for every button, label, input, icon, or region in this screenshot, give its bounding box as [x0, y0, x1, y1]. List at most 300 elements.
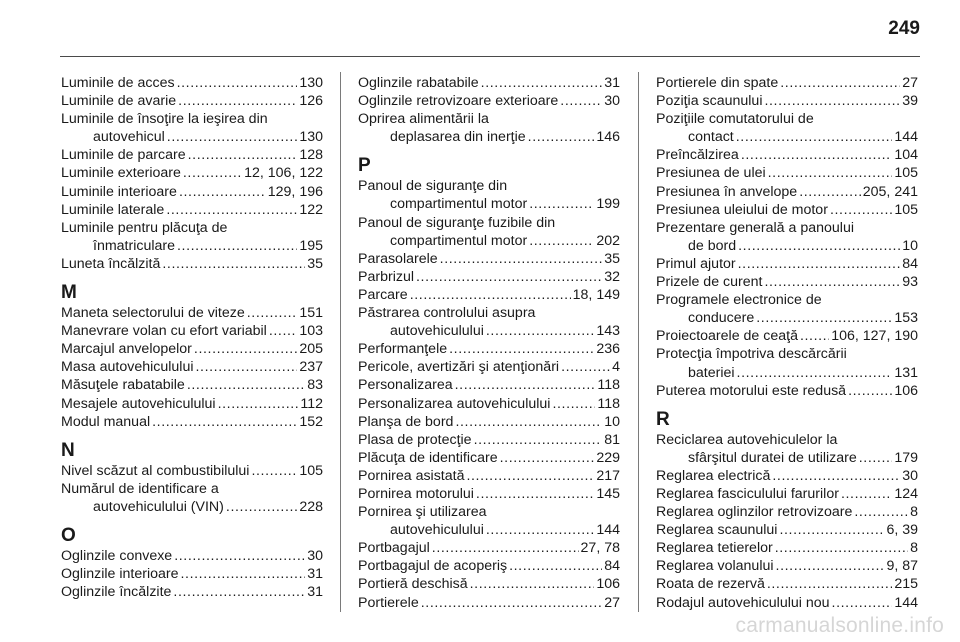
page-reference: 122: [299, 201, 323, 218]
page-reference: 153: [894, 310, 918, 327]
index-term: Reglarea volanului: [656, 558, 774, 575]
index-term: Luminile pentru plăcuţa de: [61, 219, 228, 236]
page-reference: 32: [604, 268, 620, 285]
page-reference: 152: [299, 413, 323, 430]
dot-leader: [560, 92, 602, 110]
index-entry: [358, 557, 620, 575]
letter-heading: M: [61, 282, 77, 304]
index-term: Poziţia scaunului: [656, 93, 763, 110]
index-entry-line: [656, 503, 918, 521]
page-reference: 12, 106, 122: [244, 165, 323, 182]
page-reference: 84: [604, 558, 620, 575]
page-reference: 10: [902, 237, 918, 254]
dot-leader: [177, 237, 297, 255]
index-entry: [358, 395, 620, 413]
index-entry-line: [61, 583, 323, 601]
index-term: Plasa de protecţie: [358, 431, 472, 448]
index-entry: [656, 201, 918, 219]
index-entry-line: [358, 214, 620, 232]
index-term: Mesajele autovehiculului: [61, 395, 216, 412]
index-entry-line: [61, 110, 323, 128]
page-number: 249: [888, 18, 920, 39]
index-term-continuation: autovehiculului: [390, 522, 484, 539]
index-entry-line: [61, 395, 323, 413]
index-entry-line: [656, 164, 918, 182]
index-entry: [61, 583, 323, 601]
index-entry-line: [358, 431, 620, 449]
page-reference: 215: [894, 576, 918, 593]
page-reference: 130: [299, 129, 323, 146]
index-entry: [358, 268, 620, 286]
index-entry-line: [61, 565, 323, 583]
dot-leader: [832, 594, 893, 612]
index-entry-line: [358, 503, 620, 521]
index-entry-line: [656, 449, 918, 467]
dot-leader: [841, 485, 892, 503]
index-entry-line: [61, 164, 323, 182]
index-entry-line: [61, 462, 323, 480]
page-reference: 8: [910, 540, 918, 557]
index-entry-line: [656, 431, 918, 449]
page-reference: 129, 196: [267, 183, 323, 200]
index-term-continuation: compartimentul motor: [390, 196, 528, 213]
index-term: Poziţiile comutatorului de: [656, 111, 814, 128]
dot-leader: [529, 195, 594, 213]
index-entry-line: [358, 395, 620, 413]
index-term-continuation: conducere: [688, 310, 755, 327]
index-entry-line: [358, 557, 620, 575]
page-reference: 199: [596, 196, 620, 213]
index-entry-line: [61, 322, 323, 340]
index-term: Pornirea şi utilizarea: [358, 504, 487, 521]
index-entry: [358, 376, 620, 394]
index-entry-line: [656, 273, 918, 291]
index-entry: [656, 345, 918, 381]
index-entry-line: [358, 449, 620, 467]
dot-leader: [183, 164, 242, 182]
index-term: Manevrare volan cu efort variabil: [61, 323, 267, 340]
index-term: Proiectoarele de ceaţă: [656, 328, 798, 345]
index-term: Panoul de siguranţe fuzibile din: [358, 214, 556, 231]
index-entry: [656, 521, 918, 539]
page-reference: 128: [299, 147, 323, 164]
index-entry-line: [61, 304, 323, 322]
index-entry: [61, 304, 323, 322]
index-term: Parasolarele: [358, 250, 438, 267]
dot-leader: [410, 286, 571, 304]
page-reference: 229: [596, 449, 620, 466]
index-entry: [358, 539, 620, 557]
column-divider: [638, 72, 639, 612]
page-reference: 27: [902, 75, 918, 91]
dot-leader: [173, 583, 305, 601]
page-reference: 10: [604, 413, 620, 430]
page-reference: 6, 39: [886, 522, 918, 539]
index-entry-line: [656, 327, 918, 345]
index-term: Reglarea scaunului: [656, 522, 778, 539]
dot-leader: [800, 327, 829, 345]
index-entry-line: [358, 110, 620, 128]
dot-leader: [764, 92, 900, 110]
index-entry-line: [358, 250, 620, 268]
index-entry: [656, 382, 918, 400]
index-entry: [656, 503, 918, 521]
index-entry: [656, 92, 918, 110]
index-term: Parbrizul: [358, 268, 414, 285]
dot-leader: [449, 340, 594, 358]
index-entry: [61, 92, 323, 110]
index-entry-line: [656, 521, 918, 539]
page-reference: 144: [894, 129, 918, 146]
page-reference: 105: [894, 201, 918, 218]
page-reference: 103: [299, 323, 323, 340]
dot-leader: [779, 521, 884, 539]
index-entry-line: [358, 485, 620, 503]
page-reference: 179: [894, 449, 918, 466]
index-term: Oglinzile interioare: [61, 566, 179, 583]
dot-leader: [218, 395, 299, 413]
index-entry-line: [358, 594, 620, 612]
dot-leader: [854, 503, 908, 521]
index-term: Presiunea uleiului de motor: [656, 201, 828, 218]
page-reference: 237: [299, 359, 323, 376]
index-column-2: [358, 74, 620, 612]
dot-leader: [738, 255, 901, 273]
dot-leader: [741, 146, 893, 164]
index-term: Portbagajul: [358, 540, 430, 557]
index-entry-line: [61, 376, 323, 394]
dot-leader: [455, 413, 602, 431]
index-entry-line: [358, 74, 620, 92]
dot-leader: [737, 364, 893, 382]
index-entry: [358, 250, 620, 268]
index-entry: [61, 413, 323, 431]
page-reference: 195: [299, 237, 323, 254]
index-entry-line: [61, 237, 323, 255]
index-entry-line: [61, 480, 323, 498]
dot-leader: [509, 557, 602, 575]
page-reference: 205, 241: [862, 183, 918, 200]
index-entry: [61, 322, 323, 340]
index-entry: [61, 255, 323, 273]
index-entry: [61, 547, 323, 565]
index-entry-line: [358, 322, 620, 340]
index-entry: [358, 286, 620, 304]
dot-leader: [486, 521, 594, 539]
index-term: Roata de rezervă: [656, 576, 765, 593]
index-entry-line: [656, 364, 918, 382]
index-entry-line: [656, 74, 918, 92]
index-term: Luminile exterioare: [61, 165, 181, 182]
dot-leader: [470, 575, 595, 593]
index-term-continuation: bateriei: [688, 364, 735, 381]
index-term-continuation: de bord: [688, 237, 737, 254]
index-entry: [358, 304, 620, 340]
index-entry: [656, 183, 918, 201]
page-reference: 27: [604, 594, 620, 611]
dot-leader: [775, 539, 908, 557]
page-reference: 30: [307, 547, 323, 564]
index-term: Pornirea motorului: [358, 485, 474, 502]
index-entry: [358, 74, 620, 92]
index-entry-line: [358, 358, 620, 376]
dot-leader: [756, 309, 892, 327]
index-entry: [61, 110, 323, 146]
index-term: Păstrarea controlului asupra: [358, 305, 536, 322]
dot-leader: [251, 462, 297, 480]
page-reference: 131: [894, 364, 918, 381]
index-entry: [656, 327, 918, 345]
index-entry-line: [656, 110, 918, 128]
dot-leader: [552, 395, 595, 413]
index-term-continuation: autovehicul: [93, 129, 165, 146]
index-term: Reglarea electrică: [656, 467, 771, 484]
index-entry: [656, 74, 918, 92]
page-reference: 228: [299, 498, 323, 515]
dot-leader: [152, 413, 297, 431]
page-reference: 8: [910, 504, 918, 521]
index-entry-line: [61, 547, 323, 565]
index-column-3: [656, 74, 918, 612]
index-term: Oprirea alimentării la: [358, 111, 489, 128]
dot-leader: [830, 201, 892, 219]
index-term: Panoul de siguranţe din: [358, 178, 508, 195]
index-entry-line: [358, 304, 620, 322]
index-entry: [61, 340, 323, 358]
page-reference: 112: [300, 395, 323, 412]
page-reference: 30: [604, 93, 620, 110]
index-entry: [656, 557, 918, 575]
index-entry-line: [61, 255, 323, 273]
index-entry: [656, 594, 918, 612]
page-reference: 126: [299, 93, 323, 110]
index-column-1: [61, 74, 323, 601]
letter-heading: N: [61, 439, 75, 461]
index-term: Luminile de însoţire la ieşirea din: [61, 111, 268, 128]
index-entry-line: [656, 557, 918, 575]
index-term: Reglarea tetierelor: [656, 540, 773, 557]
page-reference: 31: [307, 566, 323, 583]
index-entry-line: [358, 575, 620, 593]
index-entry-line: [656, 219, 918, 237]
index-term: Modul manual: [61, 413, 151, 430]
index-entry-line: [656, 485, 918, 503]
dot-leader: [188, 146, 298, 164]
page-reference: 106: [596, 576, 620, 593]
index-term: Personalizarea autovehiculului: [358, 395, 551, 412]
index-term-continuation: sfârşitul duratei de utilizare: [688, 449, 857, 466]
watermark: carmanualsonline.info: [735, 614, 944, 637]
index-term: Marcajul anvelopelor: [61, 341, 192, 358]
dot-leader: [736, 128, 893, 146]
page-reference: 104: [894, 147, 918, 164]
index-entry-line: [358, 195, 620, 213]
dot-leader: [466, 467, 594, 485]
index-term: Luneta încălzită: [61, 255, 161, 272]
page-reference: 18, 149: [572, 286, 620, 303]
index-term: Presiunea în anvelope: [656, 183, 798, 200]
page-reference: 145: [596, 485, 620, 502]
dot-leader: [187, 376, 305, 394]
index-term: Presiunea de ulei: [656, 165, 766, 182]
index-entry-line: [358, 177, 620, 195]
dot-leader: [416, 268, 602, 286]
index-entry: [358, 177, 620, 213]
column-divider: [340, 72, 341, 612]
dot-leader: [226, 498, 297, 516]
page-reference: 35: [604, 250, 620, 267]
index-entry: [61, 74, 323, 92]
index-term: Luminile interioare: [61, 183, 177, 200]
dot-leader: [474, 431, 603, 449]
dot-leader: [181, 565, 306, 583]
index-entry: [656, 273, 918, 291]
index-entry-line: [358, 92, 620, 110]
index-term: Puterea motorului este redusă: [656, 382, 847, 399]
index-term: Luminile laterale: [61, 201, 165, 218]
index-term: Reglarea fasciculului farurilor: [656, 485, 839, 502]
index-term: Plăcuţa de identificare: [358, 449, 498, 466]
index-term-continuation: contact: [688, 129, 734, 146]
index-term: Performanţele: [358, 341, 448, 358]
index-entry-line: [61, 201, 323, 219]
index-term: Luminile de avarie: [61, 93, 177, 110]
index-entry: [656, 291, 918, 327]
dot-leader: [196, 358, 298, 376]
index-entry: [358, 110, 620, 146]
index-entry: [61, 462, 323, 480]
index-entry: [61, 376, 323, 394]
dot-leader: [772, 467, 900, 485]
page-reference: 118: [597, 395, 620, 412]
dot-leader: [500, 449, 595, 467]
index-entry-line: [656, 467, 918, 485]
index-entry: [656, 485, 918, 503]
index-entry: [358, 358, 620, 376]
dot-leader: [440, 250, 603, 268]
dot-leader: [859, 449, 893, 467]
index-entry: [358, 449, 620, 467]
index-term: Preîncălzirea: [656, 147, 739, 164]
page-reference: 151: [299, 305, 323, 322]
index-entry: [656, 110, 918, 146]
index-term-continuation: compartimentul motor: [390, 232, 528, 249]
dot-leader: [432, 539, 579, 557]
index-entry-line: [656, 309, 918, 327]
page-reference: 105: [299, 462, 323, 479]
letter-heading: R: [656, 408, 670, 430]
index-entry: [358, 214, 620, 250]
index-term-continuation: autovehiculului: [390, 323, 484, 340]
index-entry-line: [61, 413, 323, 431]
index-entry: [61, 201, 323, 219]
page-reference: 35: [307, 255, 323, 272]
page-reference: 39: [902, 93, 918, 110]
index-entry: [358, 467, 620, 485]
page-reference: 83: [307, 377, 323, 394]
index-term: Maneta selectorului de viteze: [61, 305, 245, 322]
dot-leader: [421, 594, 602, 612]
index-term: Prezentare generală a panoului: [656, 219, 854, 236]
index-entry-line: [656, 575, 918, 593]
index-term: Planşa de bord: [358, 413, 454, 430]
index-term: Masa autovehiculului: [61, 359, 194, 376]
index-entry: [358, 503, 620, 539]
index-entry: [358, 340, 620, 358]
dot-leader: [776, 557, 885, 575]
dot-leader: [455, 376, 596, 394]
page-reference: 9, 87: [886, 558, 918, 575]
index-term: Nivel scăzut al combustibilului: [61, 462, 250, 479]
dot-leader: [481, 74, 603, 92]
index-entry-line: [656, 183, 918, 201]
page-reference: 105: [894, 165, 918, 182]
page-reference: 4: [612, 359, 620, 376]
index-entry: [358, 413, 620, 431]
index-term: Reciclarea autovehiculelor la: [656, 431, 838, 448]
page-reference: 217: [596, 467, 620, 484]
index-entry-line: [358, 340, 620, 358]
index-term: Luminile de acces: [61, 75, 175, 91]
index-entry: [656, 539, 918, 557]
dot-leader: [528, 128, 595, 146]
index-entry: [61, 565, 323, 583]
index-entry-line: [61, 498, 323, 516]
index-term: Protecţia împotriva descărcării: [656, 346, 847, 363]
page-reference: 130: [299, 75, 323, 91]
index-entry: [61, 146, 323, 164]
index-term: Primul ajutor: [656, 255, 736, 272]
dot-leader: [178, 92, 297, 110]
index-term: Portierele din spate: [656, 75, 779, 91]
dot-leader: [767, 575, 892, 593]
page-reference: 144: [596, 522, 620, 539]
index-entry: [656, 146, 918, 164]
page-reference: 81: [604, 431, 620, 448]
dot-leader: [738, 237, 900, 255]
letter-heading: P: [358, 155, 371, 177]
index-entry-line: [656, 291, 918, 309]
dot-leader: [529, 232, 594, 250]
dot-leader: [179, 183, 266, 201]
index-entry: [358, 594, 620, 612]
index-term: Pericole, avertizări şi atenţionări: [358, 359, 560, 376]
page-reference: 27, 78: [580, 540, 620, 557]
index-entry: [656, 255, 918, 273]
index-term: Programele electronice de: [656, 292, 822, 309]
index-entry: [656, 431, 918, 467]
dot-leader: [780, 74, 900, 92]
index-entry: [358, 431, 620, 449]
index-term: Numărul de identificare a: [61, 480, 219, 497]
index-term: Luminile de parcare: [61, 147, 186, 164]
index-entry-line: [656, 237, 918, 255]
index-entry-line: [61, 358, 323, 376]
index-term: Parcare: [358, 286, 408, 303]
index-term: Portierele: [358, 594, 419, 611]
index-entry-line: [61, 219, 323, 237]
index-entry-line: [656, 255, 918, 273]
index-entry-line: [358, 232, 620, 250]
index-entry-line: [656, 382, 918, 400]
page-reference: 30: [902, 467, 918, 484]
index-entry-line: [358, 376, 620, 394]
page-reference: 93: [902, 274, 918, 291]
dot-leader: [561, 358, 610, 376]
index-entry-line: [61, 340, 323, 358]
index-entry-line: [656, 594, 918, 612]
index-entry-line: [656, 539, 918, 557]
